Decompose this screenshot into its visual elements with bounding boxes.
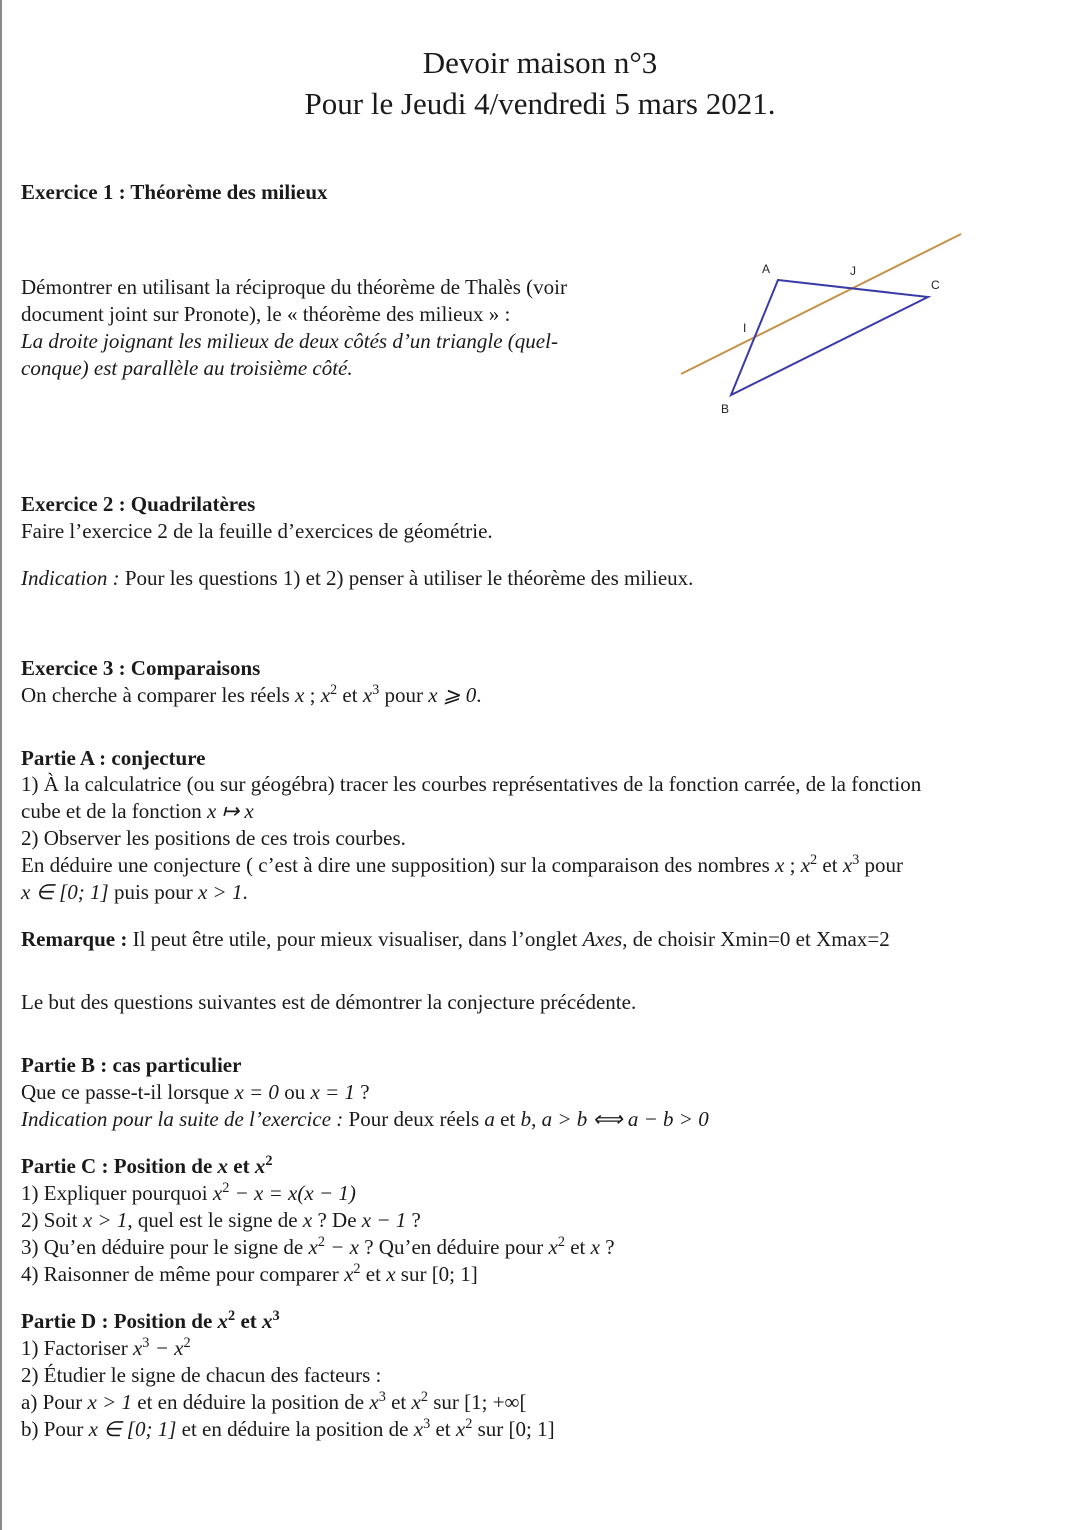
- math-text: x: [302, 1208, 313, 1232]
- text-fragment: sur: [427, 1390, 465, 1414]
- exponent: 2: [183, 1335, 191, 1352]
- math-text: − x: [149, 1336, 184, 1360]
- text-fragment: ;: [304, 683, 321, 707]
- partC-heading: [21, 1153, 273, 1179]
- math-text: x ∈ [0; 1]: [21, 880, 109, 904]
- text-fragment: 4) Raisonner de même pour comparer: [21, 1262, 345, 1286]
- text-fragment: et: [360, 1262, 387, 1286]
- math-text: x: [369, 1390, 379, 1414]
- text-fragment: .: [242, 880, 248, 904]
- exercise2-text: Faire l’exercice 2 de la feuille d’exercices de géométrie.: [21, 519, 493, 543]
- text-fragment: ?: [599, 1235, 615, 1259]
- exercise1-text-line: document joint sur Pronote), le « théorème des milieux » :: [21, 302, 511, 326]
- math-text: a > b ⟺ a − b > 0: [541, 1107, 709, 1131]
- math-text: x ∈ [0; 1]: [88, 1417, 177, 1441]
- text-fragment: ,: [531, 1107, 542, 1131]
- text-fragment: puis pour: [108, 880, 198, 904]
- text-fragment: et: [337, 683, 363, 707]
- math-text: x: [308, 1235, 318, 1259]
- partC-q2: [21, 1207, 421, 1233]
- document-title: Devoir maison n°3: [422, 45, 658, 80]
- exponent: 3: [852, 852, 860, 869]
- text-fragment: Pour deux réels: [343, 1107, 485, 1131]
- partA-heading: Partie A : conjecture: [21, 746, 206, 770]
- text-fragment: ou: [278, 1080, 311, 1104]
- text-fragment: pour: [379, 683, 429, 707]
- text-fragment: b) Pour: [21, 1417, 89, 1441]
- text-fragment: et en déduire la position de: [132, 1390, 370, 1414]
- remark-label: Remarque :: [21, 927, 128, 951]
- text-fragment: , quel est le signe de: [127, 1208, 303, 1232]
- text-fragment: [0; 1]: [431, 1262, 478, 1286]
- text-fragment: , de choisir Xmin=0 et Xmax=2: [622, 927, 890, 951]
- text-fragment: ? De: [312, 1208, 362, 1232]
- math-text: b: [520, 1107, 532, 1131]
- text-fragment: et: [235, 1309, 263, 1333]
- goal-text: Le but des questions suivantes est de démontrer la conjecture précédente.: [21, 990, 637, 1014]
- text-fragment: cube et de la fonction: [21, 799, 208, 823]
- exponent: 2: [810, 852, 818, 869]
- text-fragment: ?: [406, 1208, 421, 1232]
- point-label-j: J: [850, 264, 856, 278]
- math-text: x: [262, 1309, 273, 1333]
- exponent: 2: [465, 1416, 473, 1433]
- text-fragment: Que ce passe-t-il lorsque: [21, 1080, 235, 1104]
- math-text: x ⩾ 0: [428, 683, 477, 707]
- text-fragment: .: [476, 683, 482, 707]
- math-text: x: [295, 683, 305, 707]
- partD-qa: [21, 1389, 527, 1415]
- exponent: 3: [378, 1389, 386, 1406]
- partC-q1: [21, 1180, 356, 1206]
- exercise1-heading: Exercice 1 : Théorème des milieux: [21, 180, 328, 204]
- math-text: x: [411, 1390, 421, 1414]
- text-fragment: On cherche à comparer les réels: [21, 683, 296, 707]
- text-fragment: et: [564, 1235, 591, 1259]
- math-text: x: [132, 1336, 143, 1360]
- text-fragment: a) Pour: [21, 1390, 88, 1414]
- text-fragment: sur: [395, 1262, 432, 1286]
- math-text: x: [386, 1262, 396, 1286]
- math-text: x: [344, 1262, 354, 1286]
- math-text: x = 0: [234, 1080, 279, 1104]
- text-fragment: [1; +∞[: [464, 1390, 527, 1414]
- math-text: x: [455, 1417, 466, 1441]
- math-text: x > 1: [197, 880, 243, 904]
- text-fragment: et: [228, 1154, 255, 1178]
- text-fragment: et: [430, 1417, 456, 1441]
- text-fragment: 1) Expliquer pourquoi: [21, 1181, 213, 1205]
- text-fragment: 2) Soit: [21, 1208, 83, 1232]
- text-fragment: et: [494, 1107, 521, 1131]
- document-subtitle: Pour le Jeudi 4/vendredi 5 mars 2021.: [304, 86, 776, 121]
- math-text: x: [548, 1235, 558, 1259]
- partC-q3: [21, 1234, 615, 1260]
- exercise1-theorem-line: conque) est parallèle au troisième côté.: [21, 356, 353, 380]
- triangle-figure: [670, 225, 980, 425]
- text-fragment: Partie D : Position de: [21, 1309, 218, 1333]
- exponent: 2: [557, 1234, 565, 1251]
- exponent: 2: [222, 1180, 230, 1197]
- exponent: 3: [272, 1308, 280, 1325]
- point-label-b: B: [721, 402, 730, 416]
- partD-q1: [21, 1335, 191, 1361]
- text-fragment: ? Qu’en déduire pour: [358, 1235, 549, 1259]
- exponent: 3: [372, 682, 380, 699]
- text-fragment: et: [385, 1390, 412, 1414]
- exercise2-indication: [21, 565, 693, 591]
- math-text: x: [254, 1154, 266, 1178]
- partB-question: [21, 1079, 370, 1105]
- indication-text: Pour les questions 1) et 2) penser à utiliser le théorème des milieux.: [119, 566, 694, 590]
- math-text: x: [413, 1417, 424, 1441]
- point-label-i: I: [743, 321, 747, 335]
- math-text: x > 1: [87, 1390, 132, 1414]
- text-fragment: Il peut être utile, pour mieux visualiser, dans l’onglet: [127, 927, 583, 951]
- remark: [21, 926, 890, 952]
- text-fragment: Partie C : Position de: [21, 1154, 218, 1178]
- exercise3-heading: Exercice 3 : Comparaisons: [21, 656, 261, 680]
- text-fragment: et en déduire la position de: [176, 1417, 414, 1441]
- exponent: 2: [228, 1308, 236, 1325]
- exercise2-heading: Exercice 2 : Quadrilatères: [21, 492, 256, 516]
- exponent: 3: [142, 1335, 150, 1352]
- midline: [681, 234, 961, 374]
- math-text: x = 1: [310, 1080, 355, 1104]
- exponent: 2: [317, 1234, 325, 1251]
- math-text: − x = x(x − 1): [229, 1181, 356, 1205]
- partA-deduce-line2: [21, 879, 248, 905]
- partD-qb: [21, 1416, 555, 1442]
- math-text: x ↦ x: [207, 799, 254, 823]
- math-text: x: [800, 853, 811, 877]
- text-fragment: Indication pour la suite de l’exercice :: [21, 1107, 344, 1131]
- exponent: 2: [420, 1389, 428, 1406]
- text-fragment: sur: [472, 1417, 509, 1441]
- partA-q1-line2: [21, 798, 254, 824]
- math-text: x > 1: [82, 1208, 128, 1232]
- triangle-abc: [731, 280, 928, 395]
- partD-q2: 2) Étudier le signe de chacun des facteurs :: [21, 1363, 382, 1387]
- exponent: 2: [353, 1261, 361, 1278]
- partD-heading: [21, 1308, 280, 1334]
- text-fragment: ?: [354, 1080, 370, 1104]
- text-fragment: ;: [784, 853, 801, 877]
- text-fragment: 1) Factoriser: [21, 1336, 133, 1360]
- math-text: x: [775, 853, 785, 877]
- math-text: x: [362, 683, 373, 707]
- text-fragment: et: [817, 853, 843, 877]
- math-text: x: [320, 683, 331, 707]
- math-text: x: [217, 1154, 229, 1178]
- partA-deduce-line1: [21, 852, 903, 878]
- text-fragment: Axes: [582, 927, 623, 951]
- text-fragment: En déduire une conjecture ( c’est à dire une supposition) sur la comparaison des nombres: [21, 853, 776, 877]
- partB-heading: Partie B : cas particulier: [21, 1053, 242, 1077]
- exponent: 2: [330, 682, 338, 699]
- exponent: 2: [265, 1153, 273, 1170]
- point-label-a: A: [762, 262, 771, 276]
- math-text: x: [842, 853, 853, 877]
- exercise3-intro: [21, 682, 481, 708]
- partC-q4: [21, 1261, 478, 1287]
- exponent: 3: [423, 1416, 431, 1433]
- text-fragment: 3) Qu’en déduire pour le signe de: [21, 1235, 309, 1259]
- exercise1-theorem-line: La droite joignant les milieux de deux côtés d’un triangle (quel-: [21, 329, 558, 353]
- partA-q1-line1: 1) À la calculatrice (ou sur géogébra) tracer les courbes représentatives de la fonction carrée, de la fonction: [21, 772, 922, 796]
- page-left-border: [0, 0, 2, 1530]
- exercise1-text-line: Démontrer en utilisant la réciproque du théorème de Thalès (voir: [21, 275, 567, 299]
- math-text: − x: [324, 1235, 359, 1259]
- text-fragment: pour: [859, 853, 904, 877]
- indication-label: Indication :: [21, 566, 120, 590]
- math-text: x − 1: [361, 1208, 407, 1232]
- math-text: a: [484, 1107, 495, 1131]
- math-text: x: [590, 1235, 600, 1259]
- text-fragment: [0; 1]: [508, 1417, 555, 1441]
- partA-q2: 2) Observer les positions de ces trois courbes.: [21, 826, 406, 850]
- point-label-c: C: [931, 278, 940, 292]
- partB-indication: [21, 1106, 709, 1132]
- math-text: x: [217, 1309, 229, 1333]
- math-text: x: [212, 1181, 223, 1205]
